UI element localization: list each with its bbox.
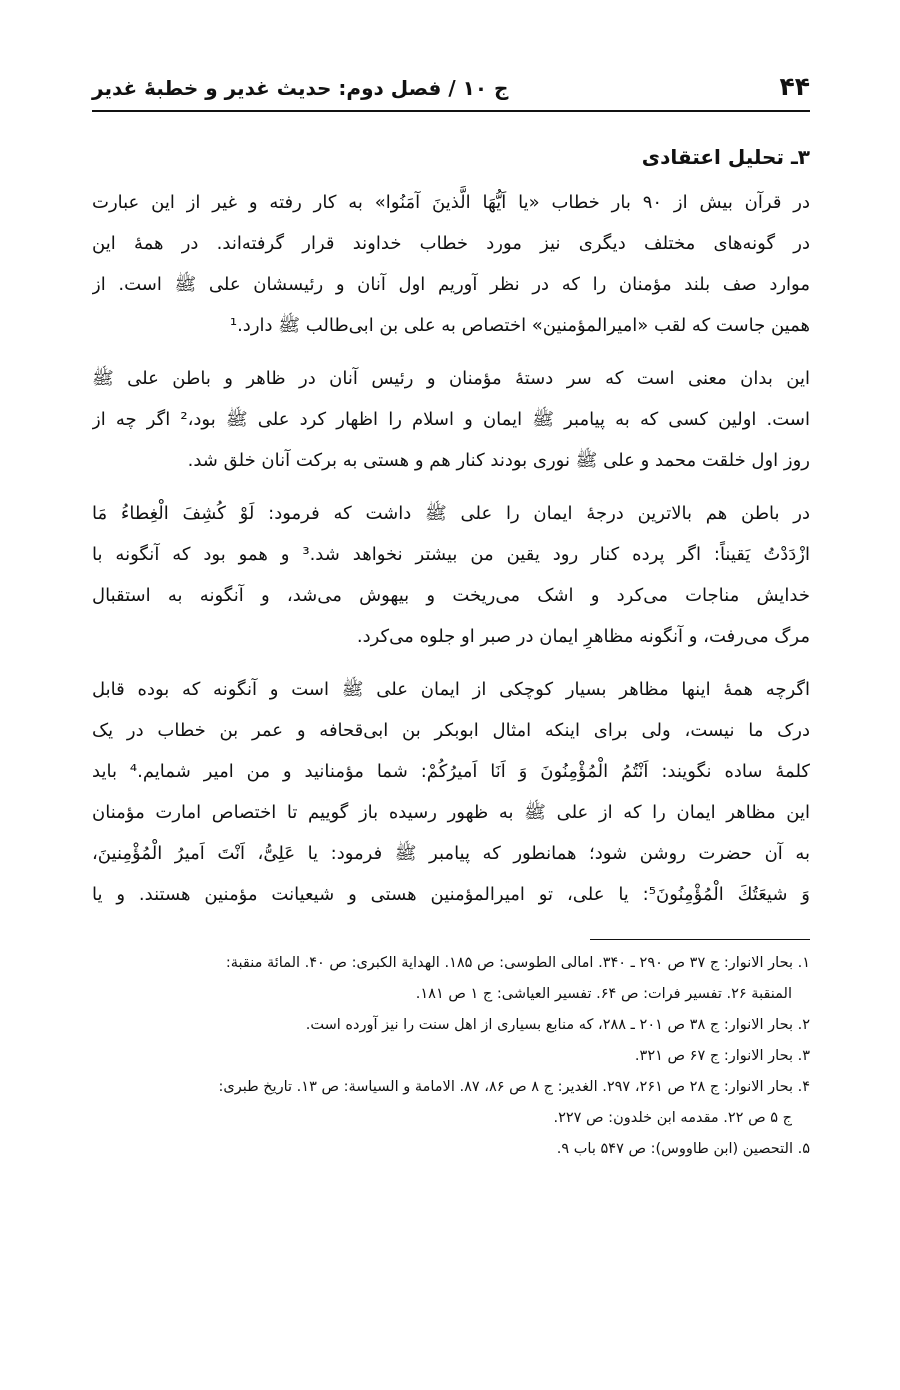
text-line: روز اول خلقت محمد و علی ﷺ نوری بودند کنار هم و هستی به برکت آنان خلق شد. xyxy=(187,450,810,471)
text-line: درک ما نیست، ولی برای اینکه امثال ابوبکر بن ابی‌قحافه و عمر بن خطاب در یک xyxy=(92,720,810,741)
text-line: است. اولین کسی که به پیامبر ﷺ ایمان و اسلام را اظهار کرد علی ﷺ بود،² اگر چه از xyxy=(92,409,810,430)
footnote-line: ۴. بحار الانوار: ج ۲۸ ص ۲۶۱، ۲۹۷. الغدیر: ج ۸ ص ۸۶، ۸۷. الامامة و السیاسة: ص ۱۳. تاریخ طبری: xyxy=(218,1079,810,1095)
footnote-separator xyxy=(590,939,810,940)
text-line: همین جاست که لقب «امیرالمؤمنین» اختصاص به علی بن ابی‌طالب ﷺ دارد.¹ xyxy=(229,315,810,336)
text-line: مرگ می‌رفت، و آنگونه مظاهرِ ایمان در صبر او جلوه می‌کرد. xyxy=(356,626,810,647)
footnote-line: ۵. التحصین (ابن طاووس): ص ۵۴۷ باب ۹. xyxy=(556,1141,810,1157)
page-number: ۴۴ xyxy=(779,72,810,101)
text-line: ازْدَدْتُ یَقیناً: اگر پرده کنار رود یقین من بیشتر نخواهد شد.³ و همو بود که آنگونه با xyxy=(92,544,810,565)
footnote-line: ۲. بحار الانوار: ج ۳۸ ص ۲۰۱ ـ ۲۸۸، که منابع بسیاری از اهل سنت را نیز آورده است. xyxy=(305,1017,810,1033)
footnote-line: ۳. بحار الانوار: ج ۶۷ ص ۳۲۱. xyxy=(634,1048,810,1064)
paragraph-4 xyxy=(92,669,810,915)
section-title: ۳ـ تحلیل اعتقادی xyxy=(641,145,810,169)
paragraph-1 xyxy=(92,182,810,346)
footnote-line: المنقبة ۲۶. تفسیر فرات: ص ۶۴. تفسیر العیاشی: ج ۱ ص ۱۸۱. xyxy=(415,986,792,1002)
text-line: وَ شیعَتُكَ الْمُؤْمِنُونَ⁵: یا علی، تو امیرالمؤمنین هستی و شیعیانت مؤمنین هستند. و یا xyxy=(92,884,810,905)
text-line: در قرآن بیش از ۹۰ بار خطاب «یا اَیُّهَا الَّذینَ آمَنُوا» به کار رفته و غیر از این عبارت xyxy=(92,192,810,213)
paragraph-3 xyxy=(92,493,810,657)
text-line: این بدان معنی است که سر دستهٔ مؤمنان و رئیس آنان در ظاهر و باطن علی ﷺ xyxy=(92,368,810,389)
text-line: این مظاهر ایمان را که از علی ﷺ به ظهور رسیده باز گوییم تا اختصاص امارت مؤمنان xyxy=(92,802,810,823)
book-page xyxy=(92,70,810,1165)
text-line: موارد صف بلند مؤمنان را که در نظر آوریم اول آنان و رئیسشان علی ﷺ است. از xyxy=(92,274,810,295)
paragraph-2 xyxy=(92,358,810,481)
text-line: کلمهٔ ساده نگویند: اَنْتُمُ الْمُؤْمِنُونَ وَ اَنَا اَمیرُکُمْ: شما مؤمنانید و من امیر شمایم.⁴ باید xyxy=(92,761,810,782)
footnotes xyxy=(92,948,810,1165)
text-line: خدایش مناجات می‌کرد و اشک می‌ریخت و بیهوش می‌شد، و آنگونه به استقبال xyxy=(92,585,810,606)
text-line: در باطن هم بالاترین درجهٔ ایمان را علی ﷺ داشت که فرمود: لَوْ کُشِفَ الْغِطاءُ مَا xyxy=(92,503,810,524)
text-line: اگرچه همهٔ اینها مظاهر بسیار کوچکی از ایمان علی ﷺ است و آنگونه که بوده قابل xyxy=(92,679,810,700)
text-line: در گونه‌های مختلف دیگری نیز مورد خطاب خداوند قرار گرفته‌اند. در همهٔ این xyxy=(92,233,810,254)
text-line: به آن حضرت روشن شود؛ همانطور که پیامبر ﷺ فرمود: یا عَلِیُّ، اَنْتَ اَمیرُ الْمُؤْمِنینَ، xyxy=(92,843,810,864)
page-header xyxy=(92,70,810,112)
running-head: ج ۱۰ / فصل دوم: حدیث غدیر و خطبهٔ غدیر xyxy=(92,76,509,100)
footnote-line: ۱. بحار الانوار: ج ۳۷ ص ۲۹۰ ـ ۳۴۰. امالی الطوسی: ص ۱۸۵. الهدایة الکبری: ص ۴۰. المائة منقبة: xyxy=(225,955,810,971)
footnote-line: ج ۵ ص ۲۲. مقدمه ابن خلدون: ص ۲۲۷. xyxy=(553,1110,792,1126)
